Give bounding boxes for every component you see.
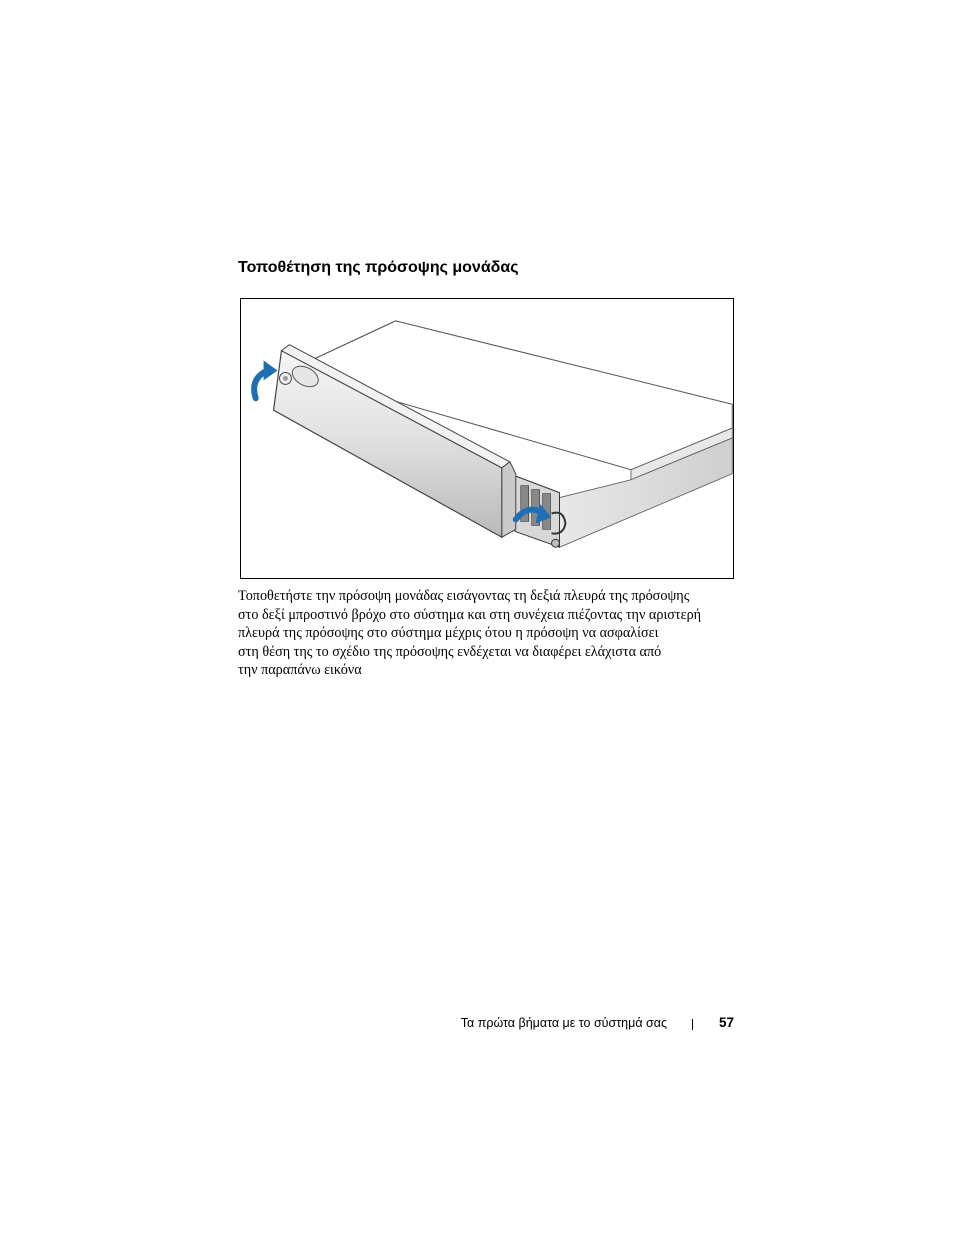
rotation-arrow-icon <box>254 361 277 399</box>
instruction-paragraph <box>238 587 738 680</box>
paragraph-line: Τοποθετήστε την πρόσοψη μονάδας εισάγοντας τη δεξιά πλευρά της πρόσοψης <box>238 588 690 604</box>
page-footer <box>440 1014 734 1034</box>
footer-chapter-title: Τα πρώτα βήματα με το σύστημά σας <box>460 1016 667 1030</box>
paragraph-line: στη θέση της το σχέδιο της πρόσοψης ενδέχεται να διαφέρει ελάχιστα από <box>238 643 662 660</box>
paragraph-line: στο δεξί μπροστινό βρόχο στο σύστημα και στη συνέχεια πιέζοντας την αριστερή <box>238 606 702 623</box>
paragraph-line: πλευρά της πρόσοψης στο σύστημα μέχρις ότου η πρόσοψη να ασφαλίσει <box>238 625 659 642</box>
page-number: 57 <box>718 1015 734 1030</box>
bezel-installation-figure <box>240 298 734 579</box>
footer-separator <box>692 1019 693 1030</box>
section-heading: Τοποθέτηση της πρόσοψης μονάδας <box>238 259 519 276</box>
paragraph-line: την παραπάνω εικόνα <box>238 662 362 679</box>
